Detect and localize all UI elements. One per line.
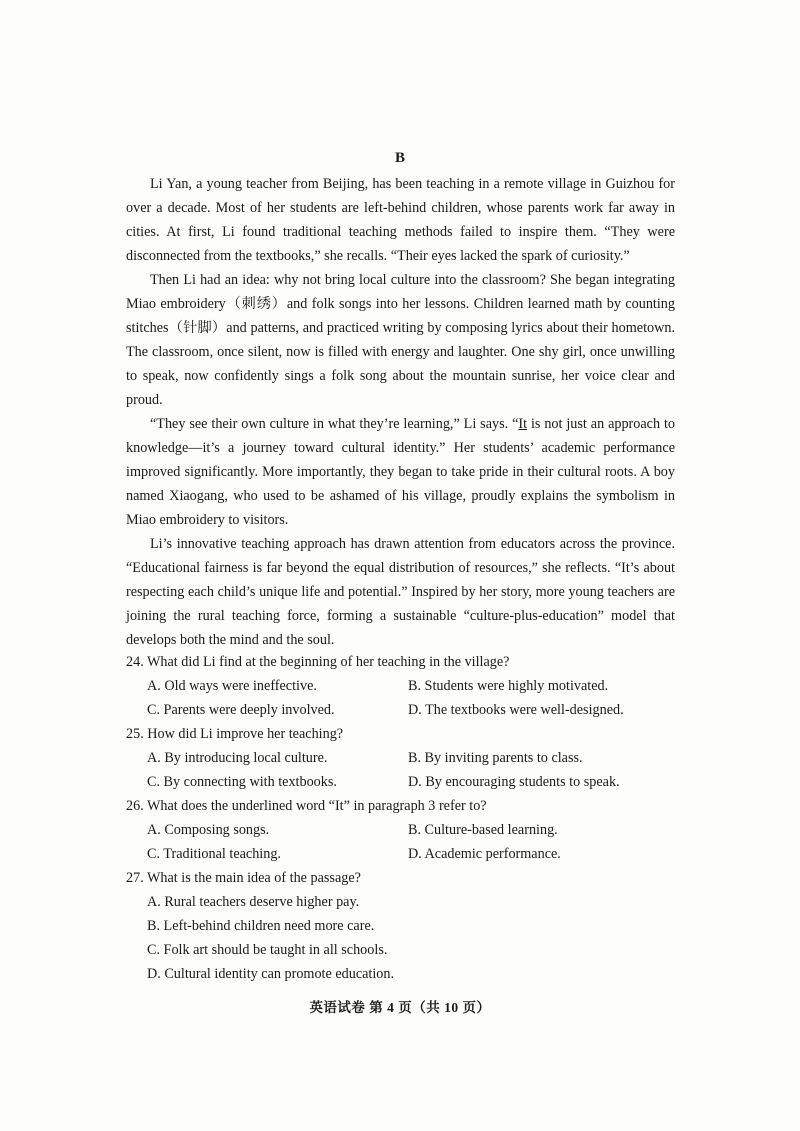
question-24-option-a[interactable]: A. Old ways were ineffective. (147, 678, 317, 694)
question-26-option-c[interactable]: C. Traditional teaching. (147, 846, 281, 862)
question-26-options-row-2 (126, 842, 686, 866)
paragraph-3-before: “They see their own culture in what they’re learning,” Li says. “ (150, 416, 519, 432)
paragraph-3-after: is not just an approach to knowledge—it’s a journey toward cultural identity.” Her students’ academic performance improved significantly. More importantly, they began to take pride in their cultural roots. A boy named Xiaogang, who used to be ashamed of his village, proudly explains the symbolism in Miao embroidery to visitors. (126, 416, 675, 528)
question-27-option-d[interactable]: D. Cultural identity can promote education. (147, 966, 395, 982)
paragraph-3 (126, 412, 675, 532)
question-26-option-d[interactable]: D. Academic performance. (408, 846, 561, 862)
underlined-word: It (518, 416, 528, 432)
reading-passage (126, 172, 675, 652)
question-27-option-a[interactable]: A. Rural teachers deserve higher pay. (147, 894, 360, 910)
question-24-option-b[interactable]: B. Students were highly motivated. (408, 678, 609, 694)
question-25-stem: 25. How did Li improve her teaching? (126, 726, 344, 742)
question-27-option-b[interactable]: B. Left-behind children need more care. (147, 918, 375, 934)
question-25-option-c[interactable]: C. By connecting with textbooks. (147, 774, 337, 790)
question-24-options-row-2 (126, 698, 686, 722)
paragraph-1: Li Yan, a young teacher from Beijing, has been teaching in a remote village in Guizhou for over a decade. Most of her students are left-behind children, whose parents work far away in cities. At first, Li found traditional teaching methods failed to inspire them. “They were disconnected from the textbooks,” she recalls. “Their eyes lacked the spark of curiosity.” (126, 176, 675, 264)
question-25-option-d[interactable]: D. By encouraging students to speak. (408, 774, 620, 790)
question-25-option-b[interactable]: B. By inviting parents to class. (408, 750, 583, 766)
question-25-options-row-1 (126, 746, 686, 770)
question-24-option-c[interactable]: C. Parents were deeply involved. (147, 702, 335, 718)
question-26-option-b[interactable]: B. Culture-based learning. (408, 822, 558, 838)
paragraph-4: Li’s innovative teaching approach has drawn attention from educators across the province. “Educational fairness is far beyond the equal distribution of resources,” she reflects. “It’s about respecting each child’s unique life and potential.” Inspired by her story, more young teachers are joining the rural teaching force, forming a sustainable “culture-plus-education” model that develops both the mind and the soul. (126, 536, 675, 648)
paragraph-2: Then Li had an idea: why not bring local culture into the classroom? She began integrating Miao embroidery（刺绣）and folk songs into her lessons. Children learned math by counting stitches（针脚）and patterns, and practiced writing by composing lyrics about their hometown. The classroom, once silent, now is filled with energy and laughter. One shy girl, once unwilling to speak, now confidently sings a folk song about the mountain sunrise, her voice clear and proud. (126, 272, 675, 408)
question-25-options-row-2 (126, 770, 686, 794)
question-26-option-a[interactable]: A. Composing songs. (147, 822, 270, 838)
question-25-option-a[interactable]: A. By introducing local culture. (147, 750, 328, 766)
question-27-option-c[interactable]: C. Folk art should be taught in all schools. (147, 942, 388, 958)
section-label: B (394, 150, 405, 166)
question-24-option-d[interactable]: D. The textbooks were well-designed. (408, 702, 624, 718)
question-27-stem: 27. What is the main idea of the passage? (126, 870, 361, 886)
question-24-options-row-1 (126, 674, 686, 698)
question-26-stem: 26. What does the underlined word “It” in paragraph 3 refer to? (126, 798, 487, 814)
question-list (126, 650, 686, 986)
page-footer: 英语试卷 第 4 页（共 10 页） (309, 1000, 491, 1015)
question-26-options-row-1 (126, 818, 686, 842)
question-24-stem: 24. What did Li find at the beginning of her teaching in the village? (126, 654, 510, 670)
